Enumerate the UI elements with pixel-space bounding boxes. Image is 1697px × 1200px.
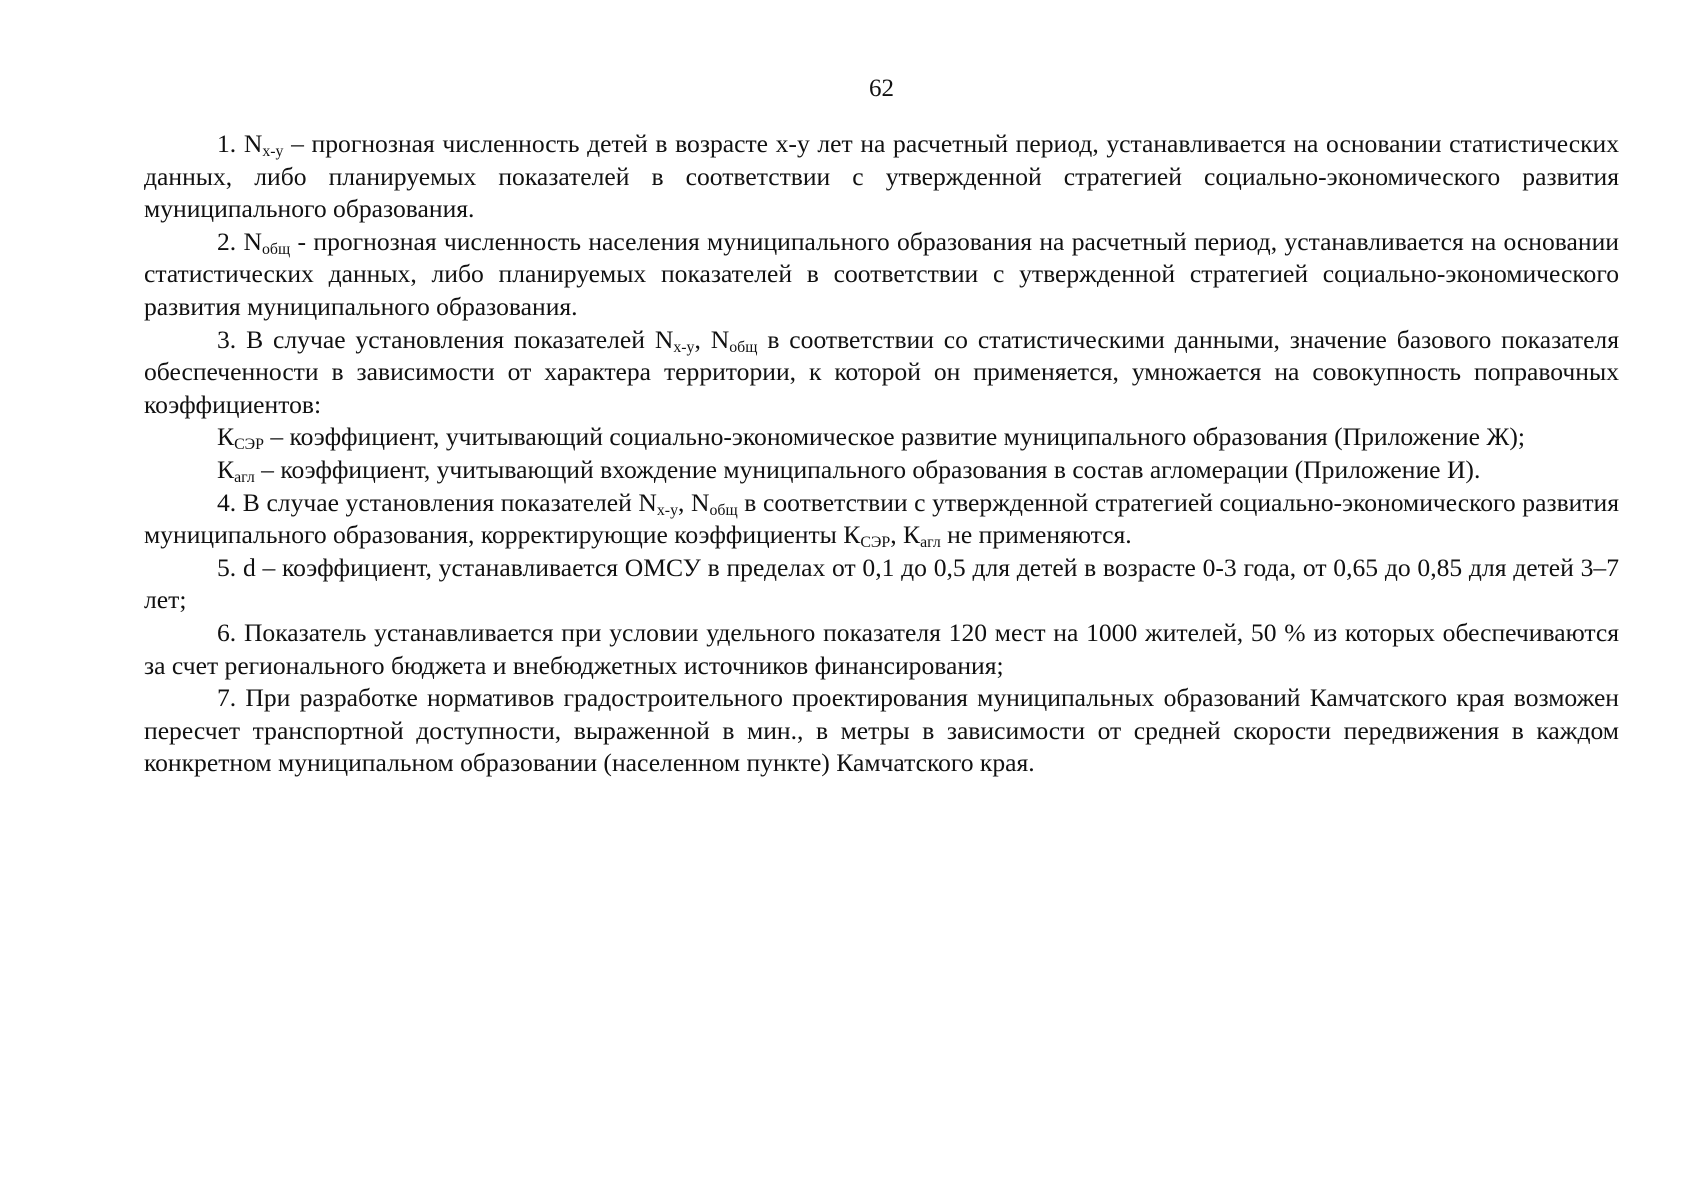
paragraph-n-total-definition: 2. $N_{общ}$ - прогнозная численность населения муниципального образования на расчетный период, устанавливается на основании статистических данных, либо планируемых показателей в соответствии с утвержденной стратегией социально-экономического развития муниципального образования. [144,226,1619,321]
paragraph-n-x-y-definition: 1. $N_{x-y}$ – прогнозная численность детей в возрасте x-y лет на расчетный период, устанавливается на основании статистических данных, либо планируемых показателей в соответствии с утвержденной стратегией социально-экономического развития муниципального образования. [144,129,1620,224]
page-number: 62 [869,75,894,102]
paragraph-k-ser-coefficient: $К_{СЭР}$ – коэффициент, учитывающий социально-экономическое развитие муниципального образования (Приложение Ж); [217,422,1525,454]
paragraph-statistical-data-case: 3. В случае установления показателей $N_{x-y}$, $N_{общ}$ в соответствии со статистическими данными, значение базового показателя обеспеченности в зависимости от характера территории, к которой он применяется, умножается на совокупность поправочных коэффициентов: [144,324,1619,419]
document-body [144,128,1619,780]
paragraph-strategy-case: 4. В случае установления показателей $N_{x-y}$, $N_{общ}$ в соответствии с утвержденной стратегией социально-экономического развития муниципального образования, корректирующие коэффициенты $К_{СЭР}$, $К_{агл}$ не применяются. [144,487,1620,552]
paragraph-indicator-condition: 6. Показатель устанавливается при условии удельного показателя 120 мест на 1000 жителей, 50 % из которых обеспечиваются за счет регионального бюджета и внебюджетных источников финансирования; [144,617,1619,680]
paragraph-k-agl-coefficient: $К_{агл}$ – коэффициент, учитывающий вхождение муниципального образования в состав агломерации (Приложение И). [217,454,1481,486]
paragraph-d-coefficient: 5. d – коэффициент, устанавливается ОМСУ в пределах от 0,1 до 0,5 для детей в возрасте 0-3 года, от 0,65 до 0,85 для детей 3–7 лет; [144,552,1619,615]
paragraph-transport-accessibility: 7. При разработке нормативов градостроительного проектирования муниципальных образований Камчатского края возможен пересчет транспортной доступности, выраженной в мин., в метры в зависимости от средней скорости передвижения в каждом конкретном муниципальном образовании (населенном пункте) Камчатского края. [144,683,1619,778]
